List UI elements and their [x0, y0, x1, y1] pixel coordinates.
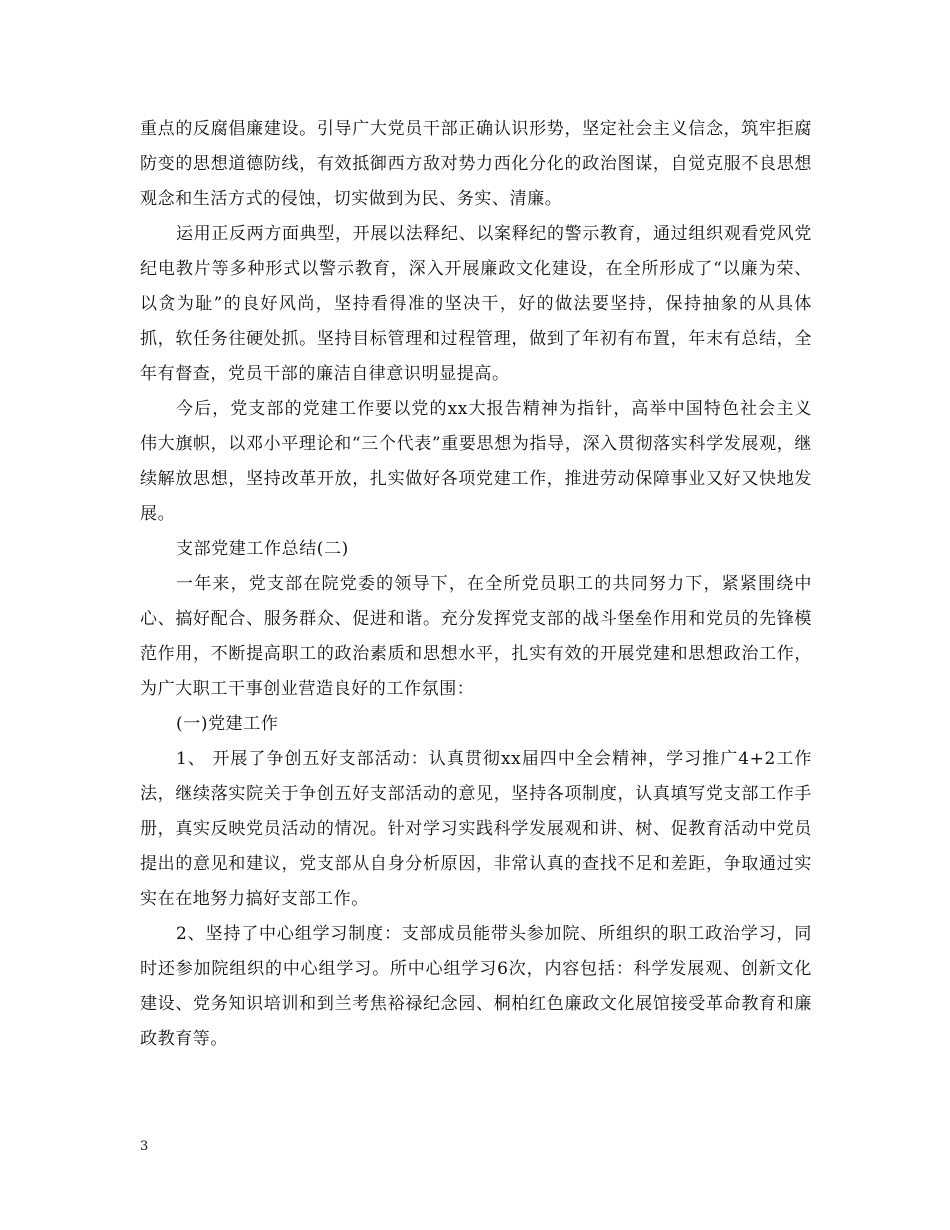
- subsection-title: (一)党建工作: [176, 714, 279, 734]
- section-title: 支部党建工作总结(二): [176, 539, 349, 559]
- paragraph-warning-education: 运用正反两方面典型，开展以法释纪、以案释纪的警示教育，通过组织观看党风党纪电教片等多种形式以警示教育，深入开展廉政文化建设，在全所形成了“以廉为荣、以贪为耻”的良好风尚，坚持看得准的坚决干，好的做法要坚持，保持抽象的从具体抓，软任务往硬处抓。坚持目标管理和过程管理，做到了年初有布置，年末有总结，全年有督查，党员干部的廉洁自律意识明显提高。: [140, 224, 812, 384]
- page-number: 3: [140, 1139, 149, 1154]
- document-body: [140, 112, 812, 1057]
- list-item-2: 2、坚持了中心组学习制度：支部成员能带头参加院、所组织的职工政治学习，同时还参加院组织的中心组学习。所中心组学习6次，内容包括：科学发展观、创新文化建设、党务知识培训和到兰考焦裕禄纪念园、桐柏红色廉政文化展馆接受革命教育和廉政教育等。: [140, 924, 812, 1049]
- list-item-1: 1、 开展了争创五好支部活动：认真贯彻xx届四中全会精神，学习推广4+2工作法，继续落实院关于争创五好支部活动的意见，坚持各项制度，认真填写党支部工作手册，真实反映党员活动的情况。针对学习实践科学发展观和讲、树、促教育活动中党员提出的意见和建议，党支部从自身分析原因，非常认真的查找不足和差距，争取通过实实在在地努力搞好支部工作。: [140, 749, 812, 909]
- paragraph-annual-summary: 一年来，党支部在院党委的领导下，在全所党员职工的共同努力下，紧紧围绕中心、搞好配合、服务群众、促进和谐。充分发挥党支部的战斗堡垒作用和党员的先锋模范作用，不断提高职工的政治素质和思想水平，扎实有效的开展党建和思想政治工作，为广大职工干事创业营造良好的工作氛围：: [140, 574, 812, 699]
- paragraph-future-plan: 今后，党支部的党建工作要以党的xx大报告精神为指针，高举中国特色社会主义伟大旗帜，以邓小平理论和“三个代表”重要思想为指导，深入贯彻落实科学发展观，继续解放思想，坚持改革开放，扎实做好各项党建工作，推进劳动保障事业又好又快地发展。: [140, 399, 812, 524]
- paragraph-continuation: 重点的反腐倡廉建设。引导广大党员干部正确认识形势，坚定社会主义信念，筑牢拒腐防变的思想道德防线，有效抵御西方敌对势力西化分化的政治图谋，自觉克服不良思想观念和生活方式的侵蚀，切实做到为民、务实、清廉。: [140, 119, 812, 209]
